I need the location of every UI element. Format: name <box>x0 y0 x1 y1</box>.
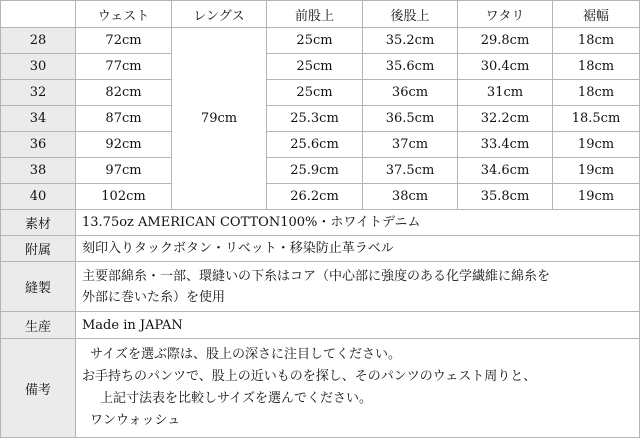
header-back-rise: 後股上 <box>363 1 458 28</box>
notes-label: 備考 <box>1 339 76 438</box>
size-cell: 38 <box>1 158 76 184</box>
table-row <box>1 184 640 210</box>
origin-label: 生産 <box>1 312 76 339</box>
waist-cell: 82cm <box>76 80 172 106</box>
notes-row <box>1 339 640 438</box>
table-row <box>1 132 640 158</box>
thigh-cell: 32.2cm <box>458 106 553 132</box>
header-hem: 裾幅 <box>553 1 640 28</box>
hem-cell: 19cm <box>553 184 640 210</box>
sewing-row <box>1 262 640 312</box>
origin-value: Made in JAPAN <box>76 312 640 339</box>
size-cell: 40 <box>1 184 76 210</box>
table-row <box>1 158 640 184</box>
back-rise-cell: 37cm <box>363 132 458 158</box>
thigh-cell: 31cm <box>458 80 553 106</box>
header-waist: ウェスト <box>76 1 172 28</box>
size-cell: 32 <box>1 80 76 106</box>
back-rise-cell: 36.5cm <box>363 106 458 132</box>
material-row <box>1 210 640 236</box>
back-rise-cell: 38cm <box>363 184 458 210</box>
table-row <box>1 28 640 54</box>
header-front-rise: 前股上 <box>267 1 363 28</box>
table-row <box>1 80 640 106</box>
size-cell: 30 <box>1 54 76 80</box>
sewing-label: 縫製 <box>1 262 76 312</box>
back-rise-cell: 37.5cm <box>363 158 458 184</box>
front-rise-cell: 25.3cm <box>267 106 363 132</box>
notes-line: ワンウォッシュ <box>90 413 181 428</box>
front-rise-cell: 25cm <box>267 28 363 54</box>
front-rise-cell: 25.6cm <box>267 132 363 158</box>
header-thigh: ワタリ <box>458 1 553 28</box>
accessories-row <box>1 236 640 262</box>
sewing-line: 主要部綿糸・一部、環縫いの下糸はコア（中心部に強度のある化学繊維に綿糸を <box>82 268 551 284</box>
header-row <box>1 1 640 28</box>
hem-cell: 18.5cm <box>553 106 640 132</box>
back-rise-cell: 36cm <box>363 80 458 106</box>
thigh-cell: 30.4cm <box>458 54 553 80</box>
sewing-line: 外部に巻いた糸）を使用 <box>82 289 226 305</box>
size-cell: 34 <box>1 106 76 132</box>
accessories-value: 刻印入りタックボタン・リベット・移染防止革ラベル <box>76 236 640 262</box>
thigh-cell: 35.8cm <box>458 184 553 210</box>
material-label: 素材 <box>1 210 76 236</box>
waist-cell: 72cm <box>76 28 172 54</box>
front-rise-cell: 25.9cm <box>267 158 363 184</box>
waist-cell: 87cm <box>76 106 172 132</box>
thigh-cell: 34.6cm <box>458 158 553 184</box>
waist-cell: 92cm <box>76 132 172 158</box>
table-row <box>1 106 640 132</box>
back-rise-cell: 35.2cm <box>363 28 458 54</box>
thigh-cell: 29.8cm <box>458 28 553 54</box>
table-row <box>1 54 640 80</box>
hem-cell: 18cm <box>553 28 640 54</box>
notes-value <box>76 339 640 438</box>
size-cell: 28 <box>1 28 76 54</box>
waist-cell: 77cm <box>76 54 172 80</box>
front-rise-cell: 25cm <box>267 80 363 106</box>
origin-row <box>1 312 640 339</box>
sewing-value <box>76 262 640 312</box>
hem-cell: 18cm <box>553 54 640 80</box>
front-rise-cell: 25cm <box>267 54 363 80</box>
waist-cell: 97cm <box>76 158 172 184</box>
waist-cell: 102cm <box>76 184 172 210</box>
back-rise-cell: 35.6cm <box>363 54 458 80</box>
notes-line: お手持ちのパンツで、股上の近いものを探し、そのパンツのウェスト周りと、 <box>82 369 537 384</box>
hem-cell: 19cm <box>553 132 640 158</box>
hem-cell: 18cm <box>553 80 640 106</box>
thigh-cell: 33.4cm <box>458 132 553 158</box>
front-rise-cell: 26.2cm <box>267 184 363 210</box>
notes-line: サイズを選ぶ際は、股上の深さに注目してください。 <box>90 347 401 362</box>
hem-cell: 19cm <box>553 158 640 184</box>
length-cell: 79cm <box>172 28 267 210</box>
size-cell: 36 <box>1 132 76 158</box>
material-value: 13.75oz AMERICAN COTTON100%・ホワイトデニム <box>76 210 640 236</box>
accessories-label: 附属 <box>1 236 76 262</box>
header-length: レングス <box>172 1 267 28</box>
header-size <box>1 1 76 28</box>
notes-line: 上記寸法表を比較しサイズを選んでください。 <box>100 391 372 406</box>
